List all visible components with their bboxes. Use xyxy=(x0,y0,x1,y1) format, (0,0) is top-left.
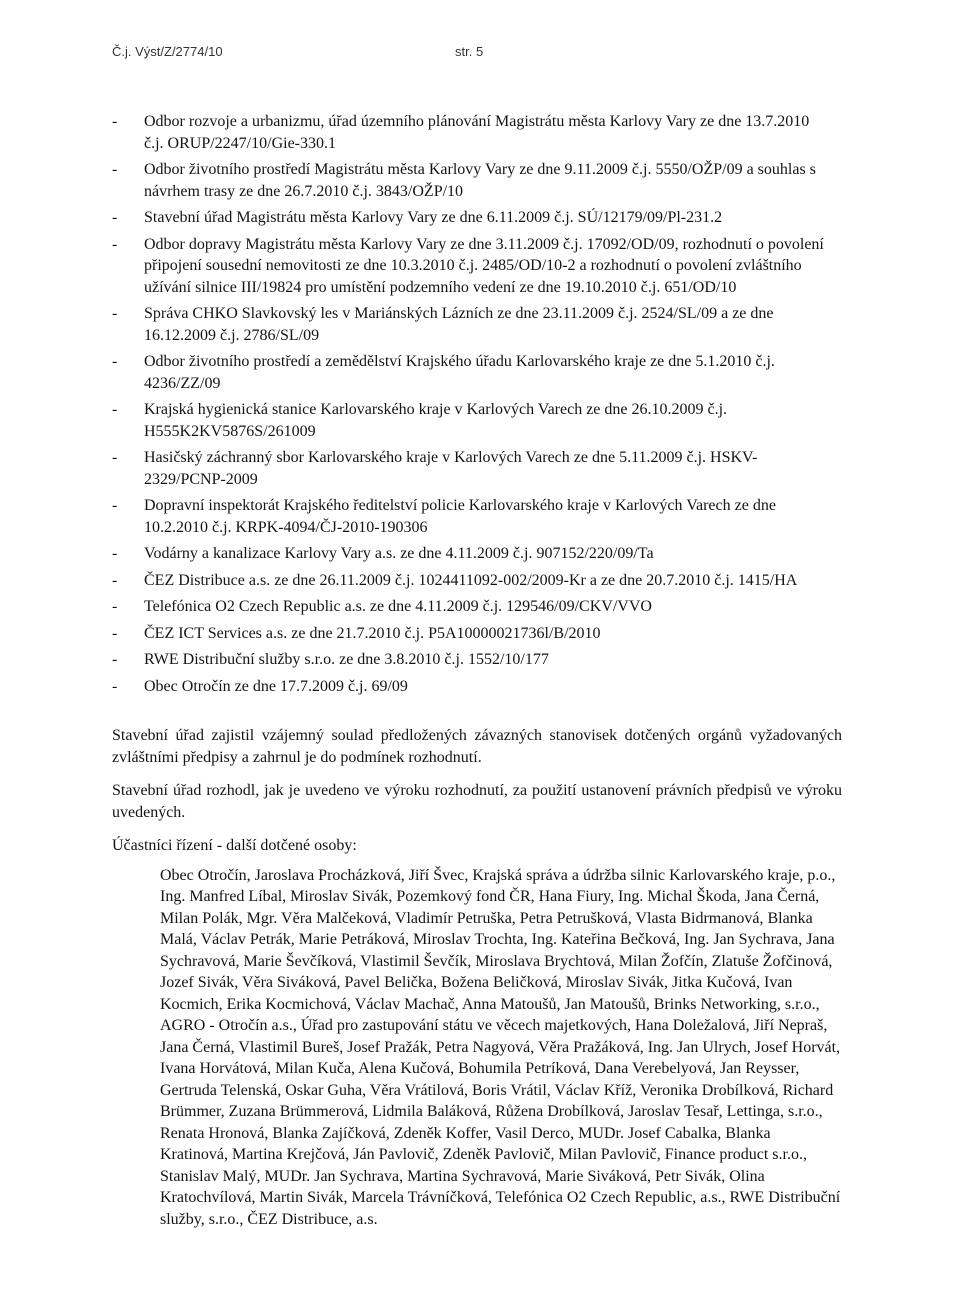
list-item xyxy=(112,351,832,394)
list-item xyxy=(112,570,832,592)
list-dash: - xyxy=(112,209,118,226)
list-item xyxy=(112,596,832,618)
list-dash: - xyxy=(112,235,118,253)
list-dash: - xyxy=(112,624,118,642)
opinions-list xyxy=(112,111,832,702)
list-item-text: Telefónica O2 Czech Republic a.s. ze dne 4.11.2009 č.j. 129546/09/CKV/VVO xyxy=(144,598,652,615)
list-item xyxy=(112,159,832,202)
list-dash: - xyxy=(112,545,118,562)
list-dash: - xyxy=(112,305,118,322)
participants-heading: Účastníci řízení - další dotčené osoby: xyxy=(112,837,357,854)
list-item xyxy=(112,623,832,645)
list-dash: - xyxy=(112,677,118,695)
page-number: str. 5 xyxy=(455,44,484,59)
list-item xyxy=(112,543,832,565)
list-dash: - xyxy=(112,449,118,466)
reference-number: Č.j. Výst/Z/2774/10 xyxy=(112,44,223,59)
participants-list: Obec Otročín, Jaroslava Procházková, Jiří Švec, Krajská správa a údržba silnic Karlovarského kraje, p.o., Ing. Manfred Líbal, Miroslav Sivák, Pozemkový fond ČR, Hana Fiury, Ing. Michal Škoda, Jana Černá, Milan Polák, Mgr. Věra Malčeková, Vladimír Petruška, Petra Petrušková, Vlasta Bidrmanová, Blanka Malá, Václav Petrák, Marie Petráková, Miroslav Trochta, Ing. Kateřina Bečková, Ing. Jan Sychrava, Jana Sychravová, Marie Ševčíková, Vlastimil Ševčík, Miroslava Brychtová, Milan Žofčín, Zlatuše Žofčinová, Jozef Sivák, Věra Siváková, Pavel Belička, Božena Beličková, Miroslav Sivák, Jitka Kučová, Ivan Kocmich, Erika Kocmichová, Václav Machač, Anna Matoušů, Jan Matoušů, Brinks Networking, s.r.o., AGRO - Otročín a.s., Úřad pro zastupování státu ve věcech majetkových, Hana Doležalová, Jiří Nepraš, Jana Černá, Vlastimil Bureš, Josef Pražák, Petra Nagyová, Věra Pražáková, Ing. Jan Ulrych, Josef Horvát, Ivana Horvátová, Milan Kuča, Alena Kučová, Bohumila Petríková, Dana Verebelyová, Jan Reysser, Gertruda Telenská, Oskar Guha, Věra Vrátilová, Boris Vrátil, Václav Kříž, Veronika Drobílková, Richard Brümmer, Zuzana Brümmerová, Lidmila Baláková, Růžena Drobílková, Jaroslav Tesař, Lettinga, s.r.o., Renata Hronová, Blanka Zajíčková, Zdeněk Koffer, Vasil Derco, MUDr. Josef Cabalka, Blanka Kratinová, Martina Krejčová, Ján Pavlovič, Zdeněk Pavlovič, Milan Pavlovič, Finance product s.r.o., Stanislav Malý, MUDr. Jan Sychrava, Martina Sychravová, Marie Siváková, Petr Sivák, Olina Kratochvílová, Martin Sivák, Marcela Trávníčková, Telefónica O2 Czech Republic, a.s., RWE Distribuční služby, s.r.o., ČEZ Distribuce, a.s. xyxy=(160,866,841,1228)
list-item-text: RWE Distribuční služby s.r.o. ze dne 3.8.2010 č.j. 1552/10/177 xyxy=(144,651,549,668)
list-item-text: Vodárny a kanalizace Karlovy Vary a.s. ze dne 4.11.2009 č.j. 907152/220/09/Ta xyxy=(144,545,654,562)
list-item xyxy=(112,447,832,490)
list-item-text: Krajská hygienická stanice Karlovarského kraje v Karlových Varech ze dne 26.10.2009 č.j. H555K2KV5876S/261009 xyxy=(144,401,728,440)
list-dash: - xyxy=(112,401,118,418)
list-dash: - xyxy=(112,353,118,370)
list-item-text: Správa CHKO Slavkovský les v Mariánských Lázních ze dne 23.11.2009 č.j. 2524/SL/09 a ze dne 16.12.2009 č.j. 2786/SL/09 xyxy=(144,305,774,344)
list-dash: - xyxy=(112,497,118,514)
list-item xyxy=(112,111,832,154)
list-dash: - xyxy=(112,161,118,178)
list-dash: - xyxy=(112,113,118,130)
body-paragraphs xyxy=(112,725,842,1242)
list-item xyxy=(112,495,832,538)
list-item xyxy=(112,399,832,442)
list-item-text: Hasičský záchranný sbor Karlovarského kraje v Karlových Varech ze dne 5.11.2009 č.j. HSKV-2329/PCNP-2009 xyxy=(144,449,758,488)
list-item-text: Obec Otročín ze dne 17.7.2009 č.j. 69/09 xyxy=(144,677,408,695)
paragraph-decision: Stavební úřad rozhodl, jak je uvedeno ve výroku rozhodnutí, za použití ustanovení právních předpisů ve výroku uvedených. xyxy=(112,782,842,821)
list-dash: - xyxy=(112,598,118,615)
list-dash: - xyxy=(112,571,118,589)
list-item-text: Odbor rozvoje a urbanizmu, úřad územního plánování Magistrátu města Karlovy Vary ze dne 13.7.2010 č.j. ORUP/2247/10/Gie-330.1 xyxy=(144,113,810,152)
list-item xyxy=(112,676,832,698)
list-item-text: Odbor dopravy Magistrátu města Karlovy Vary ze dne 3.11.2009 č.j. 17092/OD/09, rozhodnutí o povolení připojení sousední nemovitosti ze dne 10.3.2010 č.j. 2485/OD/10-2 a rozhodnutí o povolení zvláštního užívání silnice III/19824 pro umístění podzemního vedení ze dne 19.10.2010 č.j. 651/OD/10 xyxy=(144,235,824,296)
list-item-text: ČEZ ICT Services a.s. ze dne 21.7.2010 č.j. P5A10000021736l/B/2010 xyxy=(144,624,601,642)
list-item xyxy=(112,207,832,229)
list-item-text: Odbor životního prostředí Magistrátu města Karlovy Vary ze dne 9.11.2009 č.j. 5550/OŽP/09 a souhlas s návrhem trasy ze dne 26.7.2010 č.j. 3843/OŽP/10 xyxy=(144,161,816,200)
list-dash: - xyxy=(112,651,118,668)
paragraph-consistency: Stavební úřad zajistil vzájemný soulad předložených závazných stanovisek dotčených orgánů vyžadovaných zvláštními předpisy a zahrnul je do podmínek rozhodnutí. xyxy=(112,727,842,766)
list-item-text: Odbor životního prostředí a zemědělství Krajského úřadu Karlovarského kraje ze dne 5.1.2010 č.j. 4236/ZZ/09 xyxy=(144,353,775,392)
list-item xyxy=(112,303,832,346)
list-item-text: Dopravní inspektorát Krajského ředitelství policie Karlovarského kraje v Karlových Varech ze dne 10.2.2010 č.j. KRPK-4094/ČJ-2010-190306 xyxy=(144,497,776,536)
list-item xyxy=(112,234,832,299)
list-item-text: Stavební úřad Magistrátu města Karlovy Vary ze dne 6.11.2009 č.j. SÚ/12179/09/Pl-231.2 xyxy=(144,209,723,226)
list-item xyxy=(112,649,832,671)
list-item-text: ČEZ Distribuce a.s. ze dne 26.11.2009 č.j. 1024411092-002/2009-Kr a ze dne 20.7.2010 č.j. 1415/HA xyxy=(144,571,798,589)
